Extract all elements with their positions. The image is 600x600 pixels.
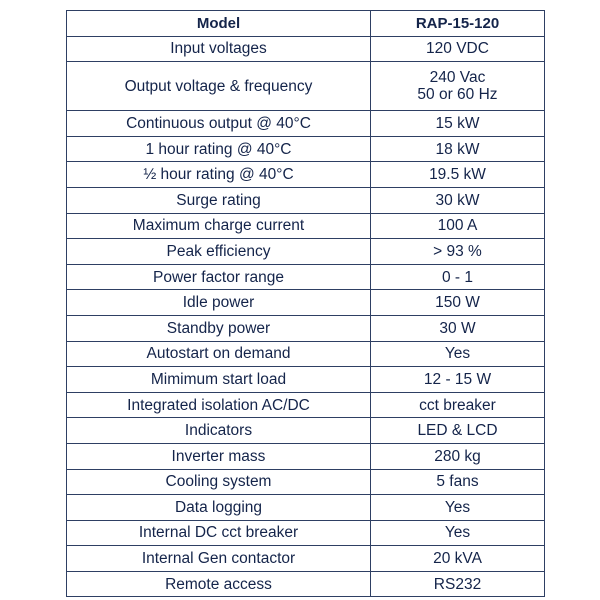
spec-value-line: LED & LCD bbox=[417, 422, 498, 440]
spec-value bbox=[371, 187, 545, 213]
spec-label: Autostart on demand bbox=[67, 341, 371, 367]
spec-label: Output voltage & frequency bbox=[67, 62, 371, 111]
spec-value-line: > 93 % bbox=[433, 242, 482, 260]
spec-value bbox=[371, 392, 545, 418]
spec-value-line: 18 kW bbox=[435, 140, 480, 158]
spec-label: Internal Gen contactor bbox=[67, 546, 371, 572]
header-row bbox=[67, 11, 545, 37]
header-model-value: RAP-15-120 bbox=[371, 11, 545, 37]
spec-value bbox=[371, 290, 545, 316]
table-row bbox=[67, 495, 545, 521]
spec-value bbox=[371, 571, 545, 597]
spec-value-line: 19.5 kW bbox=[429, 166, 486, 184]
table-row bbox=[67, 264, 545, 290]
table-row bbox=[67, 546, 545, 572]
spec-value bbox=[371, 341, 545, 367]
spec-value bbox=[371, 136, 545, 162]
spec-label: Surge rating bbox=[67, 187, 371, 213]
spec-value-line: 150 W bbox=[435, 294, 480, 312]
spec-value bbox=[371, 520, 545, 546]
spec-label: Maximum charge current bbox=[67, 213, 371, 239]
spec-value-line: 30 kW bbox=[435, 191, 480, 209]
spec-label: ½ hour rating @ 40°C bbox=[67, 162, 371, 188]
table-row bbox=[67, 520, 545, 546]
table-row bbox=[67, 571, 545, 597]
spec-value bbox=[371, 367, 545, 393]
spec-label: Power factor range bbox=[67, 264, 371, 290]
spec-label: Indicators bbox=[67, 418, 371, 444]
table-row bbox=[67, 36, 545, 62]
spec-value-line: 5 fans bbox=[436, 473, 479, 491]
spec-value bbox=[371, 315, 545, 341]
table-row bbox=[67, 162, 545, 188]
table-row bbox=[67, 290, 545, 316]
spec-value bbox=[371, 111, 545, 137]
spec-value-line: 240 Vac bbox=[429, 69, 486, 87]
table-row bbox=[67, 239, 545, 265]
spec-table bbox=[66, 10, 545, 597]
spec-value bbox=[371, 546, 545, 572]
spec-label: Remote access bbox=[67, 571, 371, 597]
spec-label: Mimimum start load bbox=[67, 367, 371, 393]
table-row bbox=[67, 469, 545, 495]
table-row bbox=[67, 418, 545, 444]
table-row bbox=[67, 392, 545, 418]
table-row bbox=[67, 213, 545, 239]
spec-value bbox=[371, 469, 545, 495]
spec-value-line: 30 W bbox=[439, 319, 476, 337]
spec-value-line: cct breaker bbox=[419, 396, 496, 414]
spec-value bbox=[371, 36, 545, 62]
spec-value bbox=[371, 264, 545, 290]
spec-value-line: 50 or 60 Hz bbox=[417, 86, 498, 104]
spec-value-line: Yes bbox=[444, 498, 471, 516]
header-model-label: Model bbox=[67, 11, 371, 37]
spec-label: Peak efficiency bbox=[67, 239, 371, 265]
spec-value-line: RS232 bbox=[433, 575, 482, 593]
spec-value bbox=[371, 443, 545, 469]
spec-label: Idle power bbox=[67, 290, 371, 316]
spec-value-line: Yes bbox=[444, 345, 471, 363]
table-row bbox=[67, 62, 545, 111]
table-row bbox=[67, 367, 545, 393]
spec-label: Data logging bbox=[67, 495, 371, 521]
table-row bbox=[67, 136, 545, 162]
spec-value-line: Yes bbox=[444, 524, 471, 542]
table-row bbox=[67, 443, 545, 469]
spec-label: Continuous output @ 40°C bbox=[67, 111, 371, 137]
spec-value-line: 280 kg bbox=[434, 447, 481, 465]
table-row bbox=[67, 187, 545, 213]
spec-value-line: 120 VDC bbox=[426, 40, 489, 58]
spec-label: 1 hour rating @ 40°C bbox=[67, 136, 371, 162]
spec-value-line: 0 - 1 bbox=[441, 268, 473, 286]
spec-label: Cooling system bbox=[67, 469, 371, 495]
spec-value bbox=[371, 62, 545, 111]
spec-label: Input voltages bbox=[67, 36, 371, 62]
spec-value-line: 100 A bbox=[437, 217, 478, 235]
spec-value bbox=[371, 162, 545, 188]
spec-value-line: 15 kW bbox=[435, 114, 480, 132]
spec-label: Standby power bbox=[67, 315, 371, 341]
spec-value-line: 20 kVA bbox=[433, 550, 482, 568]
spec-value-line: 12 - 15 W bbox=[423, 370, 492, 388]
spec-label: Internal DC cct breaker bbox=[67, 520, 371, 546]
table-row bbox=[67, 315, 545, 341]
table-row bbox=[67, 111, 545, 137]
spec-value bbox=[371, 495, 545, 521]
table-row bbox=[67, 341, 545, 367]
spec-value bbox=[371, 213, 545, 239]
spec-label: Integrated isolation AC/DC bbox=[67, 392, 371, 418]
spec-value bbox=[371, 418, 545, 444]
spec-label: Inverter mass bbox=[67, 443, 371, 469]
spec-body bbox=[67, 36, 545, 597]
spec-value bbox=[371, 239, 545, 265]
